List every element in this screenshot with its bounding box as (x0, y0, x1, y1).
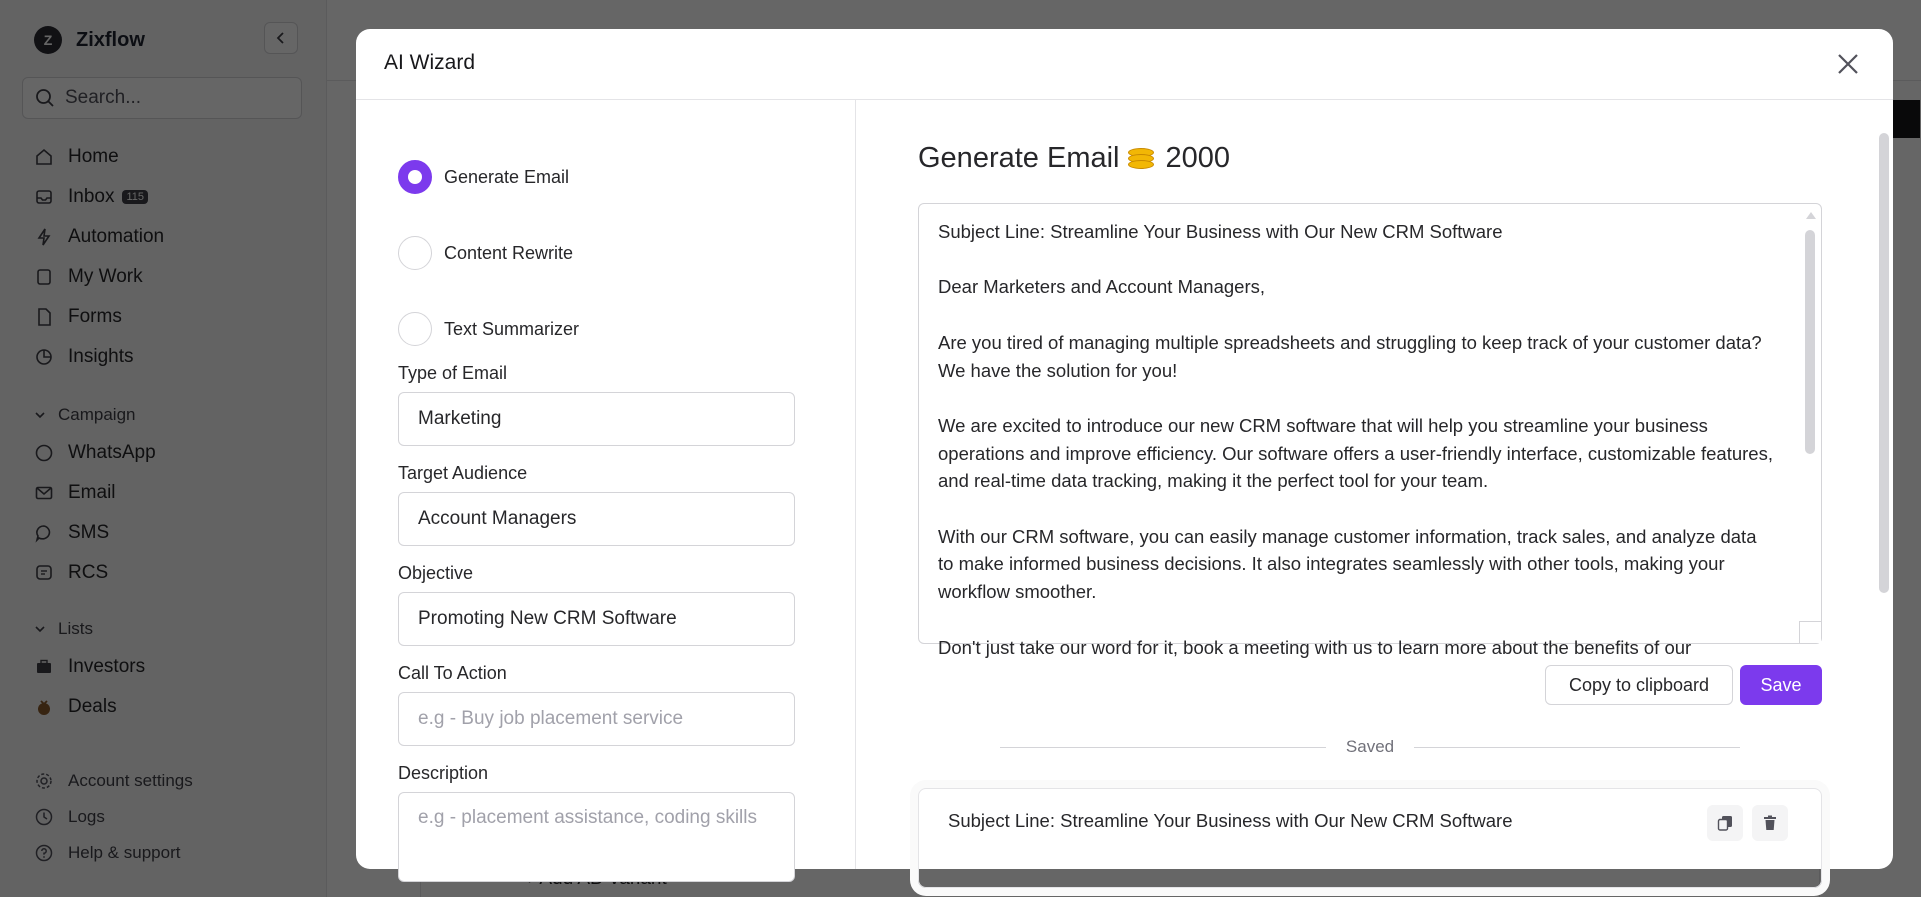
copy-icon (1716, 814, 1734, 832)
description-input[interactable] (398, 792, 795, 882)
option-label: Generate Email (444, 166, 570, 187)
option-text-summarizer[interactable] (398, 312, 579, 346)
saved-item-text: Subject Line: Streamline Your Business with Our New CRM Software (948, 810, 1513, 831)
generated-email-text: Subject Line: Streamline Your Business with Our New CRM Software Dear Marketers and Account Managers, Are you tired of managing multiple spreadsheets and struggling to keep track of your customer data? We have the solution for you! We are excited to introduce our new CRM software that will help you streamline your business operations and improve efficiency. Our software offers a user-friendly interface, customizable features, and real-time data tracking, making it the perfect tool for your team. With our CRM software, you can easily manage customer information, track sales, and analyze data to make informed business decisions. It also integrates seamlessly with other tools, making your workflow smoother. Don't just take our word for it, book a meeting with us to learn more about the benefits of our (938, 221, 1773, 658)
field-label: Type of Email (398, 363, 508, 383)
modal-header (356, 29, 1893, 100)
radio-button[interactable] (398, 236, 432, 270)
field-label: Call To Action (398, 663, 507, 683)
call-to-action-input[interactable] (398, 692, 795, 746)
copy-to-clipboard-button[interactable]: Copy to clipboard (1545, 665, 1733, 705)
save-button[interactable]: Save (1740, 665, 1822, 705)
option-label: Text Summarizer (444, 318, 580, 339)
option-label: Content Rewrite (444, 242, 574, 263)
description-field-group (398, 763, 795, 887)
radio-button[interactable] (398, 312, 432, 346)
option-content-rewrite[interactable] (398, 236, 573, 270)
resize-handle[interactable] (1799, 621, 1821, 643)
field-label: Target Audience (398, 463, 528, 483)
objective-field-group (398, 563, 795, 646)
coins-icon (1128, 144, 1158, 174)
email-scrollbar[interactable] (1803, 212, 1817, 619)
target-audience-input[interactable] (398, 492, 795, 546)
field-label: Description (398, 763, 489, 783)
close-icon (1836, 52, 1860, 76)
credits-count: 2000 (1165, 142, 1231, 174)
ai-wizard-modal (356, 29, 1893, 869)
trash-icon (1761, 814, 1779, 832)
generate-email-heading (918, 142, 1230, 175)
target-audience-field-group (398, 463, 795, 546)
option-generate-email[interactable] (398, 160, 569, 194)
delete-saved-button[interactable] (1752, 805, 1788, 841)
saved-divider-label: Saved (1345, 737, 1395, 756)
radio-button[interactable] (398, 160, 432, 194)
type-of-email-input[interactable] (398, 392, 795, 446)
call-to-action-field-group (398, 663, 795, 746)
wizard-options-pane (356, 100, 856, 869)
type-of-email-field-group (398, 363, 795, 446)
copy-saved-button[interactable] (1707, 805, 1743, 841)
generated-email-textarea[interactable] (918, 203, 1822, 658)
saved-item (918, 788, 1822, 888)
generate-title: Generate Email (918, 142, 1120, 174)
modal-title: AI Wizard (384, 51, 476, 74)
field-label: Objective (398, 563, 474, 583)
saved-divider (1000, 737, 1740, 757)
close-button[interactable] (1831, 47, 1865, 81)
objective-input[interactable] (398, 592, 795, 646)
generate-email-pane (857, 100, 1893, 869)
modal-scrollbar[interactable] (1879, 113, 1889, 673)
